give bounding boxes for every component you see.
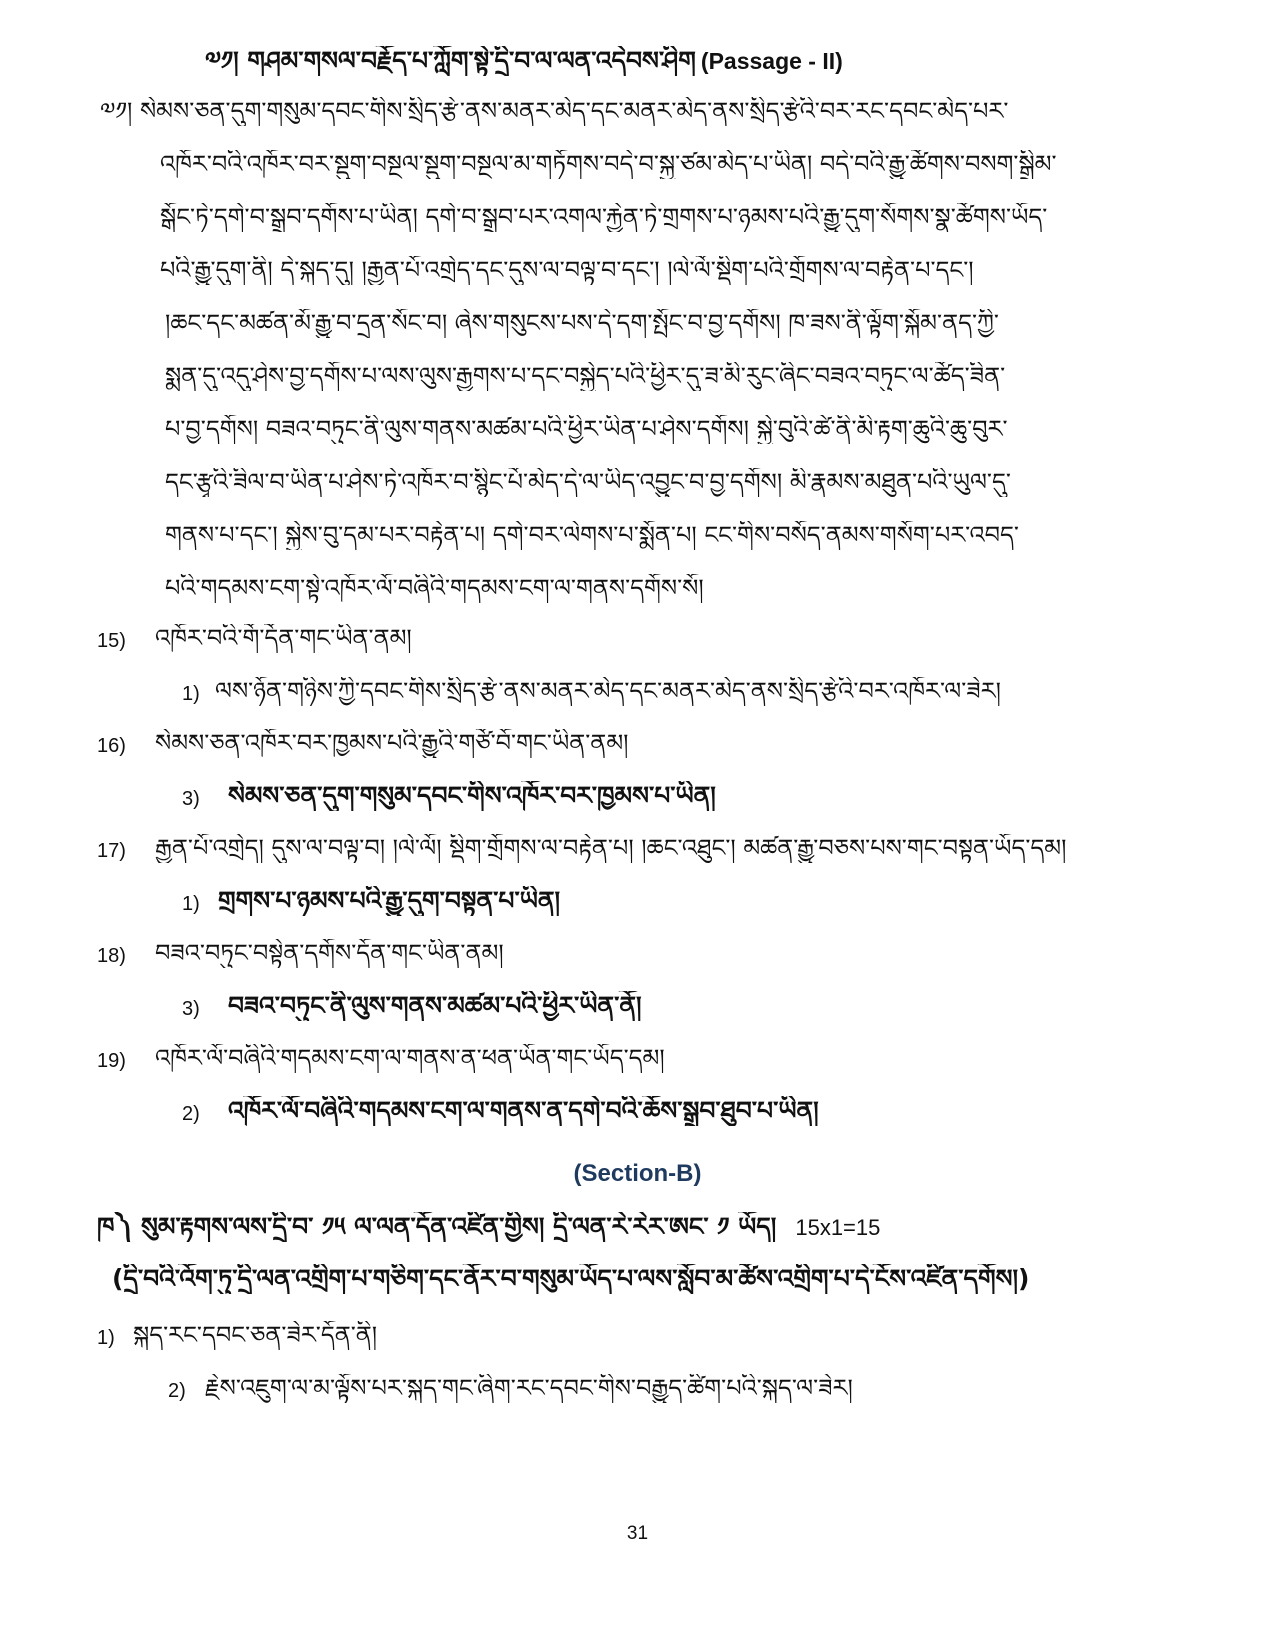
question-text: འཁོར་ལོ་བཞིའི་གདམས་ངག་ལ་གནས་ན་ཕན་ཡོན་གང་ཡོད་དམ། (155, 1044, 665, 1072)
passage-line: ༧༡། སེམས་ཅན་དུག་གསུམ་དབང་གིས་སྲིད་རྩེ་ནས་མནར་མེད་དང་མནར་མེད་ནས་སྲིད་རྩེའི་བར་རང་དབང་མེད་པར་ (100, 97, 1009, 125)
answer-text: འཁོར་ལོ་བཞིའི་གདམས་ངག་ལ་གནས་ན་དགེ་བའི་ཆོས་སྒྲུབ་ཐུབ་པ་ཡིན། (228, 1096, 819, 1125)
question-text: རྒྱན་པོ་འགྲེད། དུས་ལ་བལྟ་བ། །ལེ་ལོ། སྡིག་གྲོགས་ལ་བརྟེན་པ། །ཆང་འཐུང་། མཚན་རྒྱུ་བཅས་པས་གང་བསྟན་ཡོད་དམ། (155, 834, 1067, 862)
section-b-marks: 15x1=15 (795, 1215, 881, 1240)
question-number: 19) (97, 1050, 126, 1072)
passage-title (205, 46, 1205, 76)
passage-line: དང་རྩྭའི་ཟིལ་བ་ཡིན་པ་ཤེས་ཏེ་འཁོར་བ་སྙིང་པོ་མེད་དེ་ལ་ཡིད་འབྱུང་བ་བྱ་དགོས། མི་རྣམས་མཐུན་པའི་ཡུལ་དུ་ (165, 468, 1011, 496)
answer-number: 2) (168, 1380, 186, 1402)
section-b-heading: (Section-B) (573, 1160, 702, 1187)
answer-number: 3) (182, 998, 200, 1020)
section-b-instruction-text: ཁ༽ སུམ་རྟགས་ལས་དྲི་བ་ ༡༥ ལ་ལན་དོན་འཛིན་གྱིས། དྲི་ལན་རེ་རེར་ཨང་ ༡ ཡོད། (97, 1212, 777, 1241)
question-number: 16) (97, 735, 126, 757)
section-b-instruction (97, 1212, 1157, 1242)
question-text: སེམས་ཅན་འཁོར་བར་ཁྱམས་པའི་རྒྱུའི་གཙོ་བོ་གང་ཡིན་ནམ། (155, 729, 629, 757)
passage-line: སྨན་དུ་འདུ་ཤེས་བྱ་དགོས་པ་ལས་ལུས་རྒྱགས་པ་དང་བསྐྱེད་པའི་ཕྱིར་དུ་ཟ་མི་རུང་ཞིང་བཟའ་བཏུང་ལ་ཚོད་ཟིན་ (165, 362, 1006, 390)
question-number: 18) (97, 945, 126, 967)
answer-text: གྲགས་པ་ཉམས་པའི་རྒྱུ་དུག་བསྟན་པ་ཡིན། (218, 886, 561, 915)
passage-line: སྒོང་ཏེ་དགེ་བ་སྒྲུབ་དགོས་པ་ཡིན། དགེ་བ་སྒྲུབ་པར་འགལ་རྐྱེན་ཏེ་གྲགས་པ་ཉམས་པའི་རྒྱུ་དུག་སོགས་སྣ་ཚོགས་ཡོད་ (160, 203, 1048, 231)
passage-line: པ་བྱ་དགོས། བཟའ་བཏུང་ནི་ལུས་གནས་མཚམ་པའི་ཕྱིར་ཡིན་པ་ཤེས་དགོས། སྐྱེ་བུའི་ཚེ་ནི་མི་རྟག་ཆུའི་ཆུ་བུར་ (165, 415, 1008, 443)
page-number: 31 (626, 1523, 649, 1544)
answer-text: སེམས་ཅན་དུག་གསུམ་དབང་གིས་འཁོར་བར་ཁྱམས་པ་ཡིན། (228, 781, 716, 810)
question-text: སྐད་རང་དབང་ཅན་ཟེར་དོན་ནི། (133, 1321, 378, 1349)
answer-number: 1) (182, 893, 200, 915)
passage-title-tibetan: ༧༡། གཤམ་གསལ་བརྗོད་པ་ཀློག་སྟེ་དྲི་བ་ལ་ལན་འདེབས་ཤིག (205, 46, 696, 75)
passage-line: པའི་རྒྱུ་དུག་ནི། དེ་སྐད་དུ། །རྒྱན་པོ་འགྲེད་དང་དུས་ལ་བལྟ་བ་དང་། །ལེ་ལོ་སྡིག་པའི་གྲོགས་ལ་བརྟེན་པ་དང་། (160, 256, 974, 284)
question-number: 17) (97, 840, 126, 862)
question-text: འཁོར་བའི་གོ་དོན་གང་ཡིན་ནམ། (155, 624, 412, 652)
section-b-sub-instruction: (དྲི་བའི་འོག་ཏུ་དྲི་ལན་འགྲིག་པ་གཅིག་དང་ནོར་བ་གསུམ་ཡོད་པ་ལས་སློབ་མ་ཚོས་འགྲིག་པ་དེ་ངོས་འཛིན་དགོས།) (112, 1264, 1030, 1293)
passage-line: གནས་པ་དང་། སྐྱེས་བུ་དམ་པར་བརྟེན་པ། དགེ་བར་ལེགས་པ་སྨོན་པ། ངང་གིས་བསོད་ནམས་གསོག་པར་འབད་ (165, 521, 1019, 549)
passage-line: པའི་གདམས་ངག་སྟེ་འཁོར་ལོ་བཞིའི་གདམས་ངག་ལ་གནས་དགོས་སོ། (165, 574, 704, 602)
answer-number: 3) (182, 788, 200, 810)
passage-line: །ཆང་དང་མཚན་མོ་རྒྱུ་བ་དྲན་སོང་བ། ཞེས་གསུངས་པས་དེ་དག་སྤོང་བ་བྱ་དགོས། ཁ་ཟས་ནི་ལྟོག་སྐོམ་ནད་ཀྱི་ (165, 309, 999, 337)
passage-line: འཁོར་བའི་འཁོར་བར་སྡུག་བསྔལ་སྡུག་བསྔལ་མ་གཏོགས་བདེ་བ་སྐྱ་ཙམ་མེད་པ་ཡིན། བདེ་བའི་རྒྱུ་ཚོགས་བསག་སྒྲིམ་ (160, 150, 1057, 178)
answer-number: 2) (182, 1103, 200, 1125)
question-number: 15) (97, 630, 126, 652)
answer-number: 1) (182, 683, 200, 705)
answer-text: བཟའ་བཏུང་ནི་ལུས་གནས་མཚམ་པའི་ཕྱིར་ཡིན་ནོ། (228, 991, 642, 1020)
answer-text: ལས་ཉོན་གཉིས་ཀྱི་དབང་གིས་སྲིད་རྩེ་ནས་མནར་མེད་དང་མནར་མེད་ནས་སྲིད་རྩེའི་བར་འཁོར་ལ་ཟེར། (215, 677, 1001, 705)
passage-title-english: (Passage - II) (700, 48, 843, 74)
question-text: བཟའ་བཏུང་བསྟེན་དགོས་དོན་གང་ཡིན་ནམ། (155, 939, 504, 967)
answer-text: རྗེས་འཇུག་ལ་མ་ལྟོས་པར་སྐད་གང་ཞིག་རང་དབང་གིས་བརྒྱུད་ཚིག་པའི་སྐད་ལ་ཟེར། (205, 1374, 853, 1402)
question-number: 1) (97, 1327, 115, 1349)
